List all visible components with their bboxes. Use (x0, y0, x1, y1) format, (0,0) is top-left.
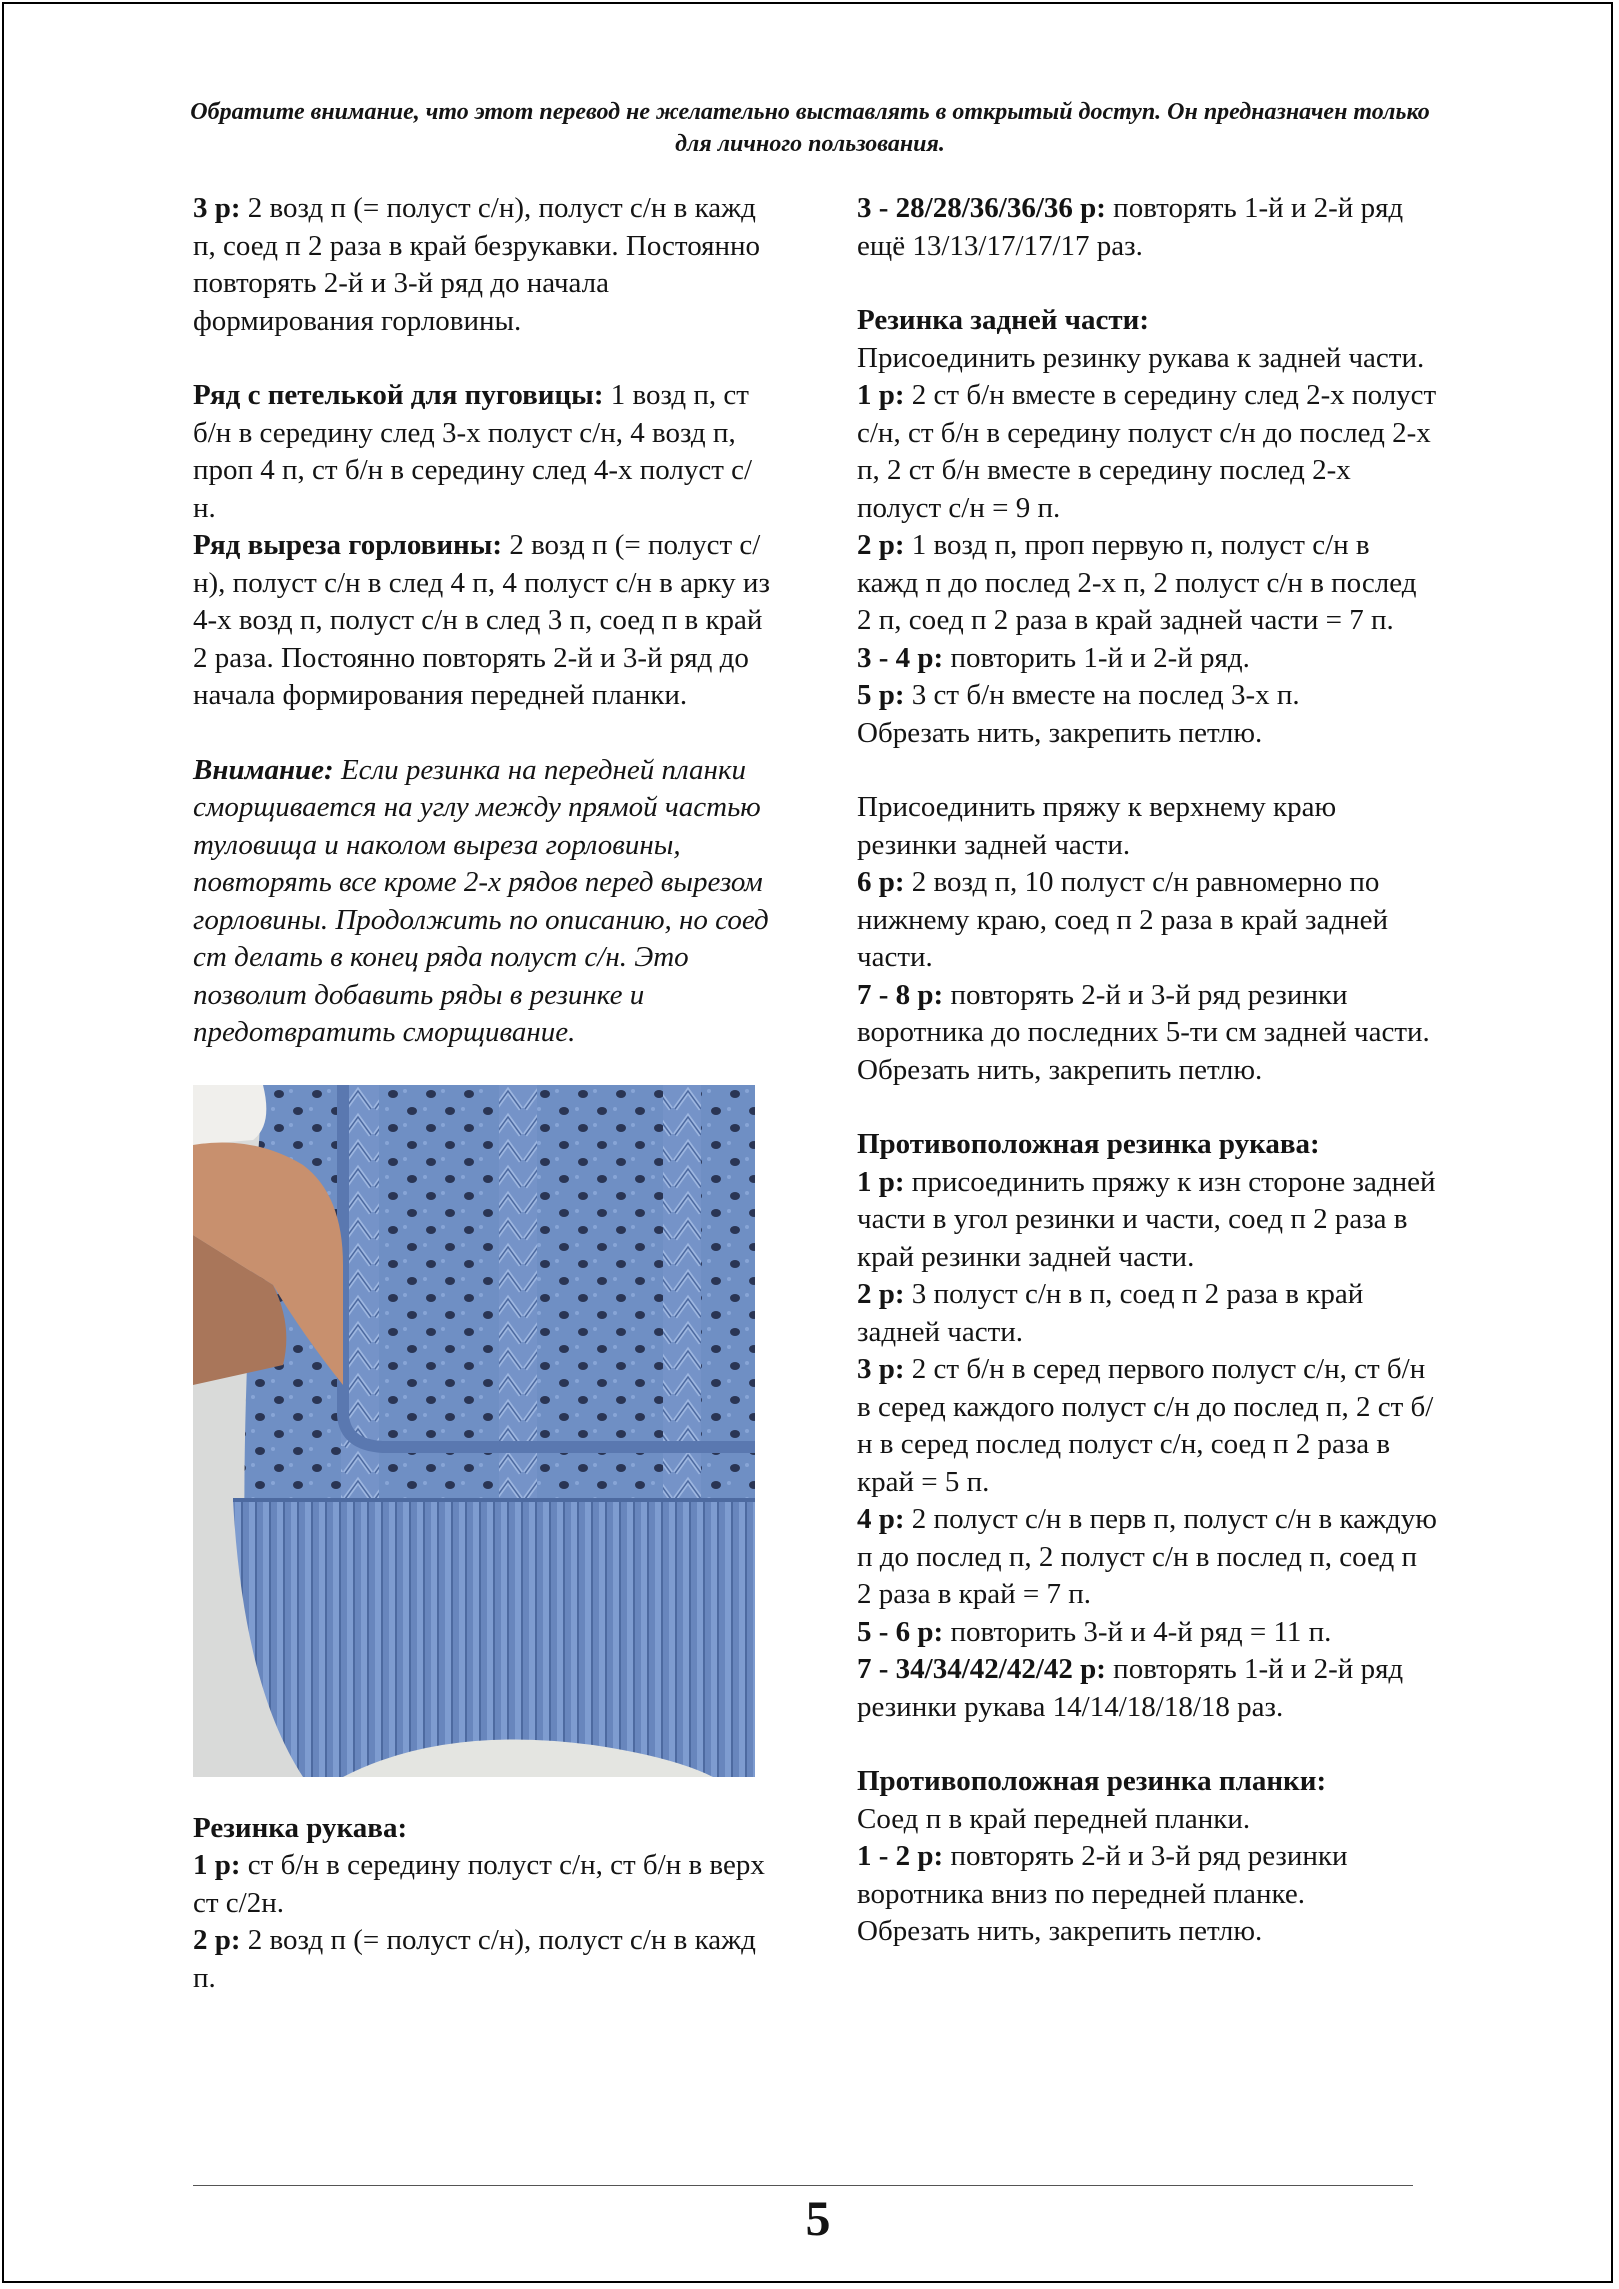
opposite-row7: 7 - 34/34/42/42/42 р: повторять 1-й и 2-й ряд резинки рукава 14/14/18/18/18 раз. (857, 1653, 1404, 1723)
repeat-rows-paragraph: 3 - 28/28/36/36/36 р: повторять 1-й и 2-й ряд ещё 13/13/17/17/17 раз. (857, 192, 1404, 262)
opposite-row5-6: 5 - 6 р: повторить 3-й и 4-й ряд = 11 п. (857, 1615, 1332, 1648)
opposite-row2: 2 р: 3 полуст с/н в п, соед п 2 раза в край задней части. (857, 1278, 1364, 1348)
band-row1-2: 1 - 2 р: повторять 2-й и 3-й ряд резинки воротника вниз по передней планке. (857, 1840, 1348, 1910)
back-cut-thread: Обрезать нить, закрепить петлю. (857, 716, 1263, 749)
back-row6: 6 р: 2 возд п, 10 полуст с/н равномерно по нижнему краю, соед п 2 раза в край задней части. (857, 866, 1389, 973)
buttonhole-row-paragraph: Ряд с петелькой для пуговицы: 1 возд п, ст б/н в середину след 3-х полуст с/н, 4 возд п, проп 4 п, ст б/н в середину след 4-х полуст с/н. (193, 379, 753, 524)
back-row7-8: 7 - 8 р: повторять 2-й и 3-й ряд резинки воротника до последних 5-ти см задней части. (857, 978, 1430, 1048)
back-row5: 5 р: 3 ст б/н вместе на послед 3-х п. (857, 679, 1300, 711)
opposite-sleeve-heading: Противоположная резинка рукава: (857, 1128, 1320, 1160)
sweater-pocket-photo (193, 1085, 755, 1777)
back-cut-thread-2: Обрезать нить, закрепить петлю. (857, 1053, 1263, 1086)
opposite-row3: 3 р: 2 ст б/н в серед первого полуст с/н, ст б/н в серед каждого полуст с/н до послед п, 2 ст б/н в серед послед полуст с/н, соед п 2 раза в край = 5 п. (857, 1353, 1434, 1498)
footer-divider (193, 2185, 1413, 2186)
opposite-row4: 4 р: 2 полуст с/н в перв п, полуст с/н в каждую п до послед п, 2 полуст с/н в послед п, соед п 2 раза в край = 7 п. (857, 1503, 1437, 1610)
right-column (857, 190, 1437, 1951)
sleeve-band-heading: Резинка рукава: (193, 1811, 408, 1844)
sleeve-row1: 1 р: ст б/н в середину полуст с/н, ст б/н в верх ст с/2н. (193, 1849, 765, 1919)
page-number: 5 (805, 2190, 831, 2246)
attention-note: Внимание: Если резинка на передней планки сморщивается на углу между прямой частью туловища и наколом выреза горловины, повторять все кроме 2-х рядов перед вырезом горловины. Продолжить по описанию, но соед ст делать в конец ряда полуст с/н. Это позволит добавить ряды в резинке и предотвратить сморщивание. (193, 753, 769, 1048)
band-intro: Соед п в край передней планки. (857, 1802, 1251, 1835)
neckline-row-paragraph: Ряд выреза горловины: 2 возд п (= полуст с/н), полуст с/н в след 4 п, 4 полуст с/н в арку из 4-х возд п, полуст с/н в след 3 п, соед п в край 2 раза. Постоянно повторять 2-й и 3-й ряд до начала формирования передней планки. (193, 529, 770, 711)
back-band-heading: Резинка задней части: (857, 304, 1149, 336)
back-row3-4: 3 - 4 р: повторить 1-й и 2-й ряд. (857, 641, 1250, 674)
back-row2: 2 р: 1 возд п, проп первую п, полуст с/н в кажд п до послед 2-х п, 2 полуст с/н в послед 2 п, соед п 2 раза в край задней части = 7 п. (857, 529, 1417, 636)
sleeve-row2: 2 р: 2 возд п (= полуст с/н), полуст с/н в кажд п. (193, 1924, 756, 1994)
opposite-row1: 1 р: присоединить пряжу к изн стороне задней части в угол резинки и части, соед п 2 раза в край резинки задней части. (857, 1165, 1436, 1273)
opposite-band-heading: Противоположная резинка планки: (857, 1765, 1327, 1797)
row3-paragraph: 3 р: 2 возд п (= полуст с/н), полуст с/н в кажд п, соед п 2 раза в край безрукавки. Постоянно повторять 2-й и 3-й ряд до начала формирования горловины. (193, 192, 761, 337)
band-cut-thread: Обрезать нить, закрепить петлю. (857, 1915, 1263, 1947)
left-column (193, 190, 773, 1997)
attach-yarn-paragraph: Присоединить пряжу к верхнему краю резинки задней части. (857, 791, 1337, 861)
back-row1: 1 р: 2 ст б/н вместе в середину след 2-х полуст с/н, ст б/н в середину полуст с/н до послед 2-х п, 2 ст б/н вместе в середину послед 2-х полуст с/н = 9 п. (857, 379, 1437, 524)
back-band-intro: Присоединить резинку рукава к задней части. (857, 341, 1425, 374)
translation-notice: Обратите внимание, что этот перевод не желательно выставлять в открытый доступ. Он предназначен только для личного пользования. (190, 99, 1430, 157)
